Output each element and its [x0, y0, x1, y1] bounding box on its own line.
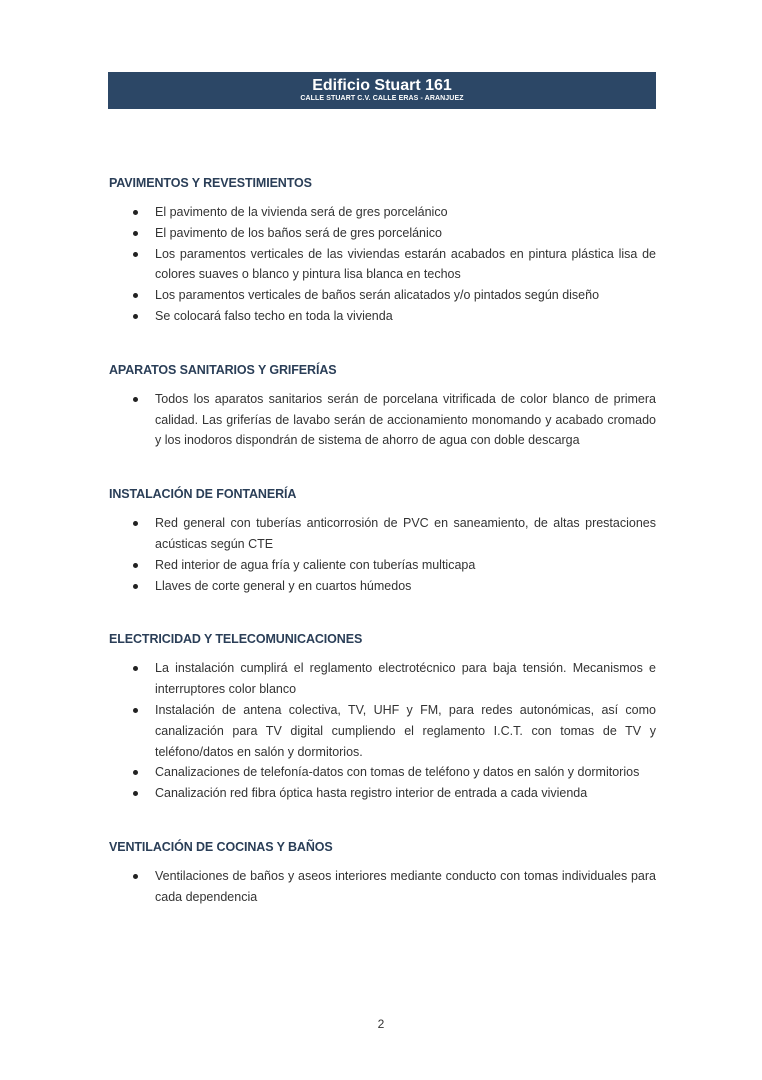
bullet-icon	[133, 293, 138, 298]
list-item-text: Canalización red fibra óptica hasta registro interior de entrada a cada vivienda	[155, 786, 588, 801]
list-item	[109, 389, 656, 451]
document-title: Edificio Stuart 161	[312, 77, 452, 94]
bullet-list	[109, 202, 656, 327]
section-electricidad	[109, 630, 656, 804]
section-title: INSTALACIÓN DE FONTANERÍA	[109, 487, 297, 502]
bullet-list	[109, 513, 656, 596]
list-item	[109, 223, 656, 244]
bullet-icon	[133, 252, 138, 257]
list-item	[109, 866, 656, 908]
section-title: ELECTRICIDAD Y TELECOMUNICACIONES	[109, 632, 363, 647]
document-header	[108, 72, 656, 109]
bullet-icon	[133, 708, 138, 713]
document-body	[109, 174, 656, 908]
list-item-text: Ventilaciones de baños y aseos interiores mediante conducto con tomas individuales para cada dependencia	[155, 868, 656, 904]
list-item-text: Red general con tuberías anticorrosión de PVC en saneamiento, de altas prestaciones acústicas según CTE	[155, 516, 656, 551]
list-item-text: Llaves de corte general y en cuartos húmedos	[155, 578, 412, 593]
bullet-icon	[133, 563, 138, 568]
list-item	[109, 202, 656, 223]
bullet-icon	[133, 231, 138, 236]
list-item	[109, 576, 656, 597]
list-item	[109, 555, 656, 576]
list-item	[109, 285, 656, 306]
list-item-text: Canalizaciones de telefonía-datos con tomas de teléfono y datos en salón y dormitorios	[155, 765, 640, 780]
page-number: 2	[377, 1017, 385, 1031]
bullet-icon	[133, 314, 138, 319]
bullet-icon	[133, 874, 138, 879]
list-item-text: La instalación cumplirá el reglamento electrotécnico para baja tensión. Mecanismos e interruptores color blanco	[155, 661, 656, 697]
bullet-icon	[133, 397, 138, 402]
document-subtitle: CALLE STUART C.V. CALLE ERAS - ARANJUEZ	[300, 95, 464, 102]
section-sanitarios	[109, 361, 656, 451]
bullet-list	[109, 389, 656, 451]
list-item-text: Los paramentos verticales de baños serán alicatados y/o pintados según diseño	[155, 288, 600, 303]
list-item-text: Todos los aparatos sanitarios serán de porcelana vitrificada de color blanco de primera calidad. Las griferías de lavabo serán de accionamiento monomando y acabado cromado y los inodoros dispondrán de sistema de ahorro de agua con doble descarga	[155, 391, 656, 448]
list-item	[109, 700, 656, 762]
bullet-icon	[133, 791, 138, 796]
list-item-text: Instalación de antena colectiva, TV, UHF y FM, para redes autonómicas, así como canalización para TV digital cumpliendo el reglamento I.C.T. con tomas de TV y teléfono/datos en salón y dormitorios.	[155, 702, 656, 759]
list-item	[109, 783, 656, 804]
list-item	[109, 306, 656, 327]
section-title: APARATOS SANITARIOS Y GRIFERÍAS	[109, 362, 337, 377]
list-item-text: El pavimento de los baños será de gres porcelánico	[155, 225, 442, 240]
bullet-icon	[133, 666, 138, 671]
list-item-text: Los paramentos verticales de las viviendas estarán acabados en pintura plástica lisa de colores suaves o blanco y pintura lisa blanca en techos	[155, 246, 656, 282]
bullet-icon	[133, 521, 138, 526]
section-title: PAVIMENTOS Y REVESTIMIENTOS	[109, 176, 312, 190]
list-item	[109, 762, 656, 783]
list-item-text: Se colocará falso techo en toda la vivienda	[155, 308, 393, 323]
section-fontaneria	[109, 485, 656, 596]
list-item	[109, 658, 656, 700]
list-item	[109, 513, 656, 555]
section-pavimentos	[109, 174, 656, 327]
list-item-text: El pavimento de la vivienda será de gres porcelánico	[155, 205, 448, 219]
bullet-list	[109, 866, 656, 908]
section-title: VENTILACIÓN DE COCINAS Y BAÑOS	[109, 839, 333, 854]
list-item	[109, 244, 656, 286]
bullet-list	[109, 658, 656, 804]
bullet-icon	[133, 210, 138, 215]
bullet-icon	[133, 770, 138, 775]
section-ventilacion	[109, 838, 656, 908]
list-item-text: Red interior de agua fría y caliente con tuberías multicapa	[155, 557, 476, 572]
bullet-icon	[133, 584, 138, 589]
